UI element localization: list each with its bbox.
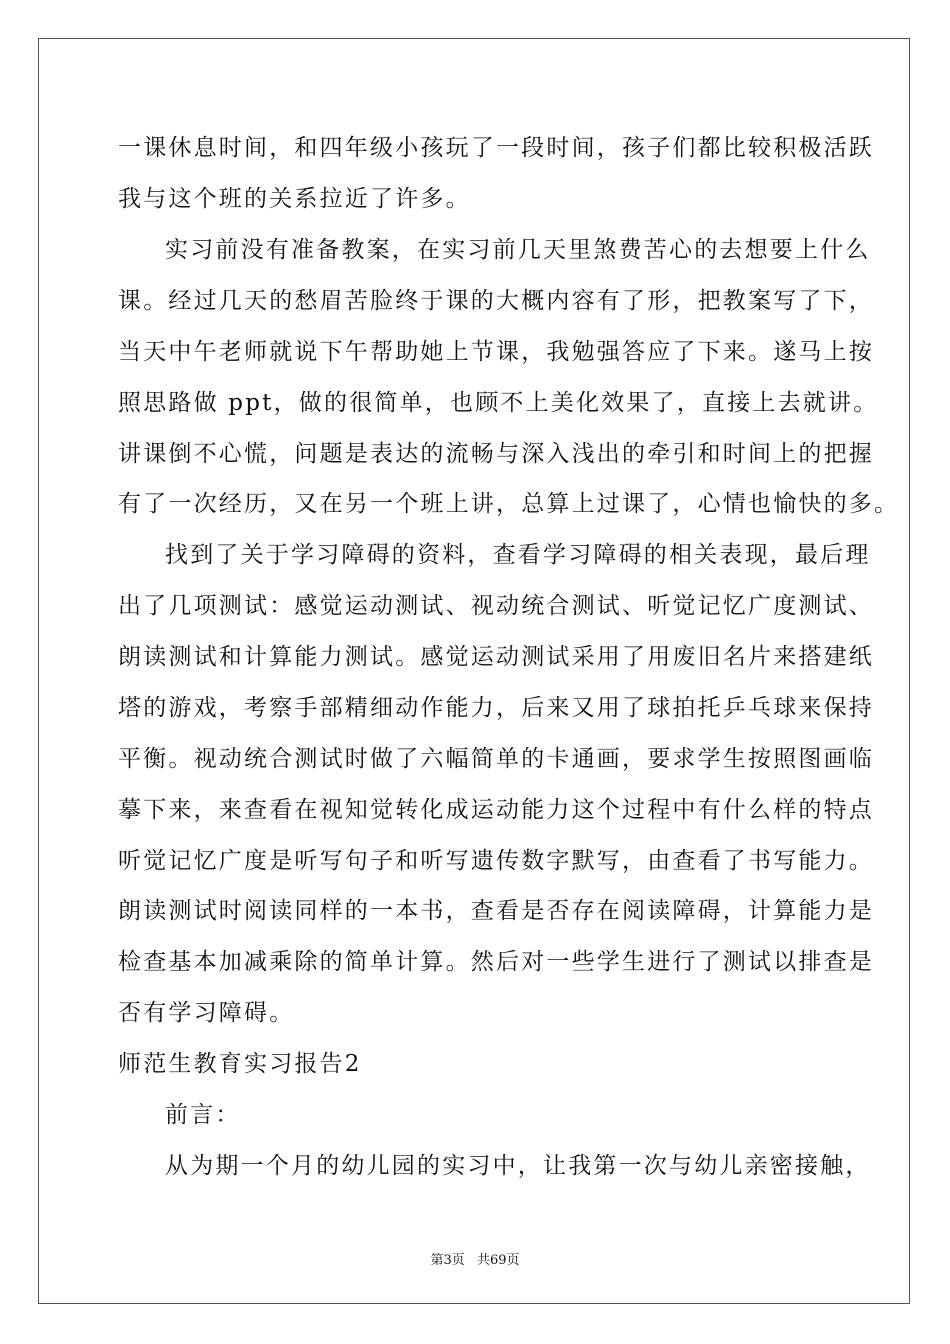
text-line: 出了几项测试：感觉运动测试、视动统合测试、听觉记忆广度测试、 (118, 593, 874, 619)
text-line: 摹下来，来查看在视知觉转化成运动能力这个过程中有什么样的特点 (118, 797, 874, 823)
text-line: 否有学习障碍。 (118, 1000, 295, 1026)
total-pages: 共69页 (476, 1253, 520, 1268)
text-line: 当天中午老师就说下午帮助她上节课，我勉强答应了下来。遂马上按 (118, 339, 874, 365)
page-number: 第3页 (430, 1253, 465, 1268)
text-line: 朗读测试和计算能力测试。感觉运动测试采用了用废旧名片来搭建纸 (118, 644, 874, 670)
text-line: 一课休息时间，和四年级小孩玩了一段时间，孩子们都比较积极活跃 (118, 135, 874, 161)
paragraph-first-line: 找到了关于学习障碍的资料，查看学习障碍的相关表现，最后理 (165, 542, 871, 568)
preface-label: 前言： (165, 1102, 241, 1128)
text-line: 听觉记忆广度是听写句子和听写遗传数字默写，由查看了书写能力。 (118, 848, 874, 874)
section-heading: 师范生教育实习报告2 (118, 1051, 362, 1077)
text-line: 照思路做 ppt，做的很简单，也顾不上美化效果了，直接上去就讲。 (118, 390, 879, 416)
text-line: 课。经过几天的愁眉苦脸终于课的大概内容有了形，把教案写了下， (118, 288, 874, 314)
text-line: 平衡。视动统合测试时做了六幅简单的卡通画，要求学生按照图画临 (118, 746, 874, 772)
text-line: 检查基本加减乘除的简单计算。然后对一些学生进行了测试以排查是 (118, 949, 874, 975)
text-line: 朗读测试时阅读同样的一本书，查看是否存在阅读障碍，计算能力是 (118, 898, 874, 924)
paragraph-first-line: 从为期一个月的幼儿园的实习中，让我第一次与幼儿亲密接触， (165, 1153, 871, 1179)
text-line: 有了一次经历，又在另一个班上讲，总算上过课了，心情也愉快的多。 (118, 491, 900, 517)
text-line: 我与这个班的关系拉近了许多。 (118, 186, 471, 212)
paragraph-first-line: 实习前没有准备教案，在实习前几天里煞费苦心的去想要上什么 (165, 237, 871, 263)
text-line: 讲课倒不心慌，问题是表达的流畅与深入浅出的牵引和时间上的把握 (118, 441, 874, 467)
text-line: 塔的游戏，考察手部精细动作能力，后来又用了球拍托乒乓球来保持 (118, 695, 874, 721)
page-footer (0, 1249, 950, 1268)
